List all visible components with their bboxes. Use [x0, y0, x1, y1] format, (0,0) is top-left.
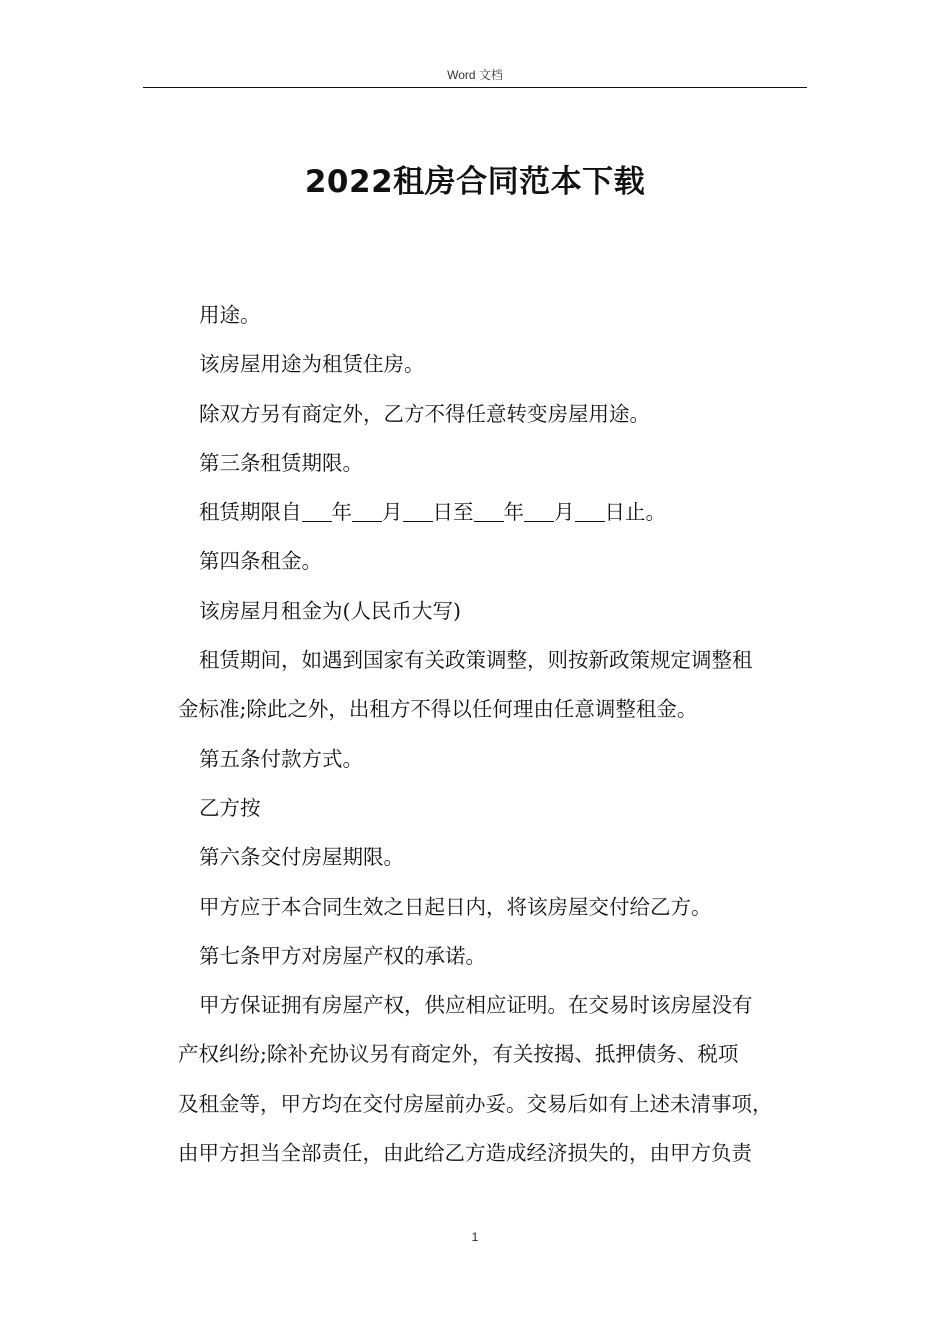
paragraph-line: 该房屋用途为租赁住房。 [199, 352, 425, 377]
paragraph-line: 甲方保证拥有房屋产权，供应相应证明。在交易时该房屋没有 [199, 993, 753, 1018]
document-body [178, 291, 818, 1178]
paragraph-line: 第三条租赁期限。 [199, 450, 363, 475]
paragraph-line: 第六条交付房屋期限。 [199, 845, 404, 870]
paragraph-line: 由甲方担当全部责任，由此给乙方造成经济损失的，由甲方负责 [178, 1141, 752, 1166]
fill-blank [352, 501, 382, 523]
header-divider [143, 87, 807, 88]
page-header: Word 文档 [447, 68, 503, 82]
paragraph-line: 金标准;除此之外，出租方不得以任何理由任意调整租金。 [178, 697, 698, 722]
fill-blank [302, 501, 332, 523]
page-number: 1 [471, 1230, 479, 1244]
fill-blank [403, 501, 433, 523]
text-segment: 月 [554, 500, 575, 525]
fill-blank [575, 501, 605, 523]
paragraph-line: 及租金等，甲方均在交付房屋前办妥。交易后如有上述未清事项， [178, 1091, 773, 1116]
paragraph-line: 该房屋月租金为(人民币大写) [199, 598, 461, 623]
paragraph-line: 第五条付款方式。 [199, 746, 363, 771]
paragraph-line: 用途。 [199, 303, 261, 327]
paragraph-line: 第四条租金。 [199, 549, 322, 574]
lease-term-line [178, 488, 818, 537]
text-segment: 日至 [432, 500, 474, 525]
text-segment: 租赁期限自 [199, 500, 302, 525]
paragraph-line: 甲方应于本合同生效之日起日内，将该房屋交付给乙方。 [199, 894, 712, 919]
text-segment: 年 [331, 500, 352, 525]
fill-blank [524, 501, 554, 523]
paragraph-line: 除双方另有商定外，乙方不得任意转变房屋用途。 [199, 401, 650, 426]
paragraph-line: 租赁期间，如遇到国家有关政策调整，则按新政策规定调整租 [199, 648, 753, 673]
text-segment: 年 [503, 500, 524, 525]
text-segment: 月 [382, 500, 403, 525]
fill-blank [474, 501, 504, 523]
document-title: 2022租房合同范本下载 [304, 164, 646, 200]
paragraph-line: 产权纠纷;除补充协议另有商定外，有关按揭、抵押债务、税项 [178, 1042, 739, 1067]
paragraph-line: 第七条甲方对房屋产权的承诺。 [199, 943, 486, 968]
paragraph-line: 乙方按 [199, 795, 261, 820]
text-segment: 日止。 [604, 500, 666, 525]
